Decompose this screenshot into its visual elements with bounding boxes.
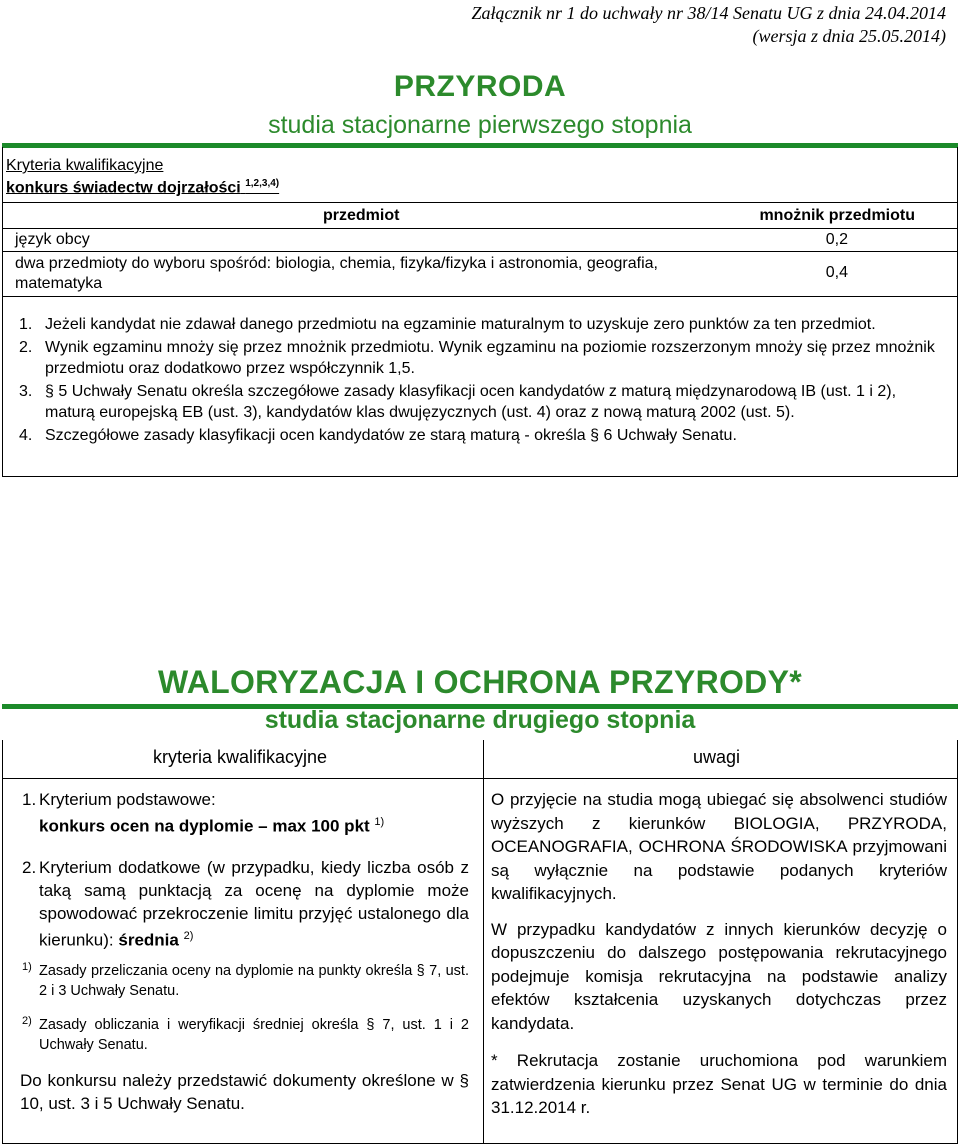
col-left-head: kryteria kwalifikacyjne bbox=[153, 747, 328, 767]
attachment-note bbox=[472, 2, 947, 48]
table-row bbox=[3, 251, 957, 297]
remark-paragraph-3: * Rekrutacja zostanie uruchomiona pod warunkiem zatwierdzenia kierunku przez Senat UG w terminie do dnia 31.12.2014 r. bbox=[491, 1051, 947, 1117]
table-row bbox=[3, 228, 957, 251]
note-item: 1. Jeżeli kandydat nie zdawał danego przedmiotu na egzaminie maturalnym to uzyskuje zero punktów za ten przedmiot. bbox=[19, 316, 876, 333]
row-multiplier: 0,4 bbox=[825, 264, 848, 281]
attachment-line1: Załącznik nr 1 do uchwały nr 38/14 Senatu UG z dnia 24.04.2014 bbox=[471, 3, 946, 23]
criteria-title: Kryteria kwalifikacyjne bbox=[6, 157, 164, 174]
closing-note: Do konkursu należy przedstawić dokumenty określone w § 10, ust. 3 i 5 Uchwały Senatu. bbox=[20, 1071, 469, 1114]
header-subject: przedmiot bbox=[323, 207, 400, 224]
section1-title: PRZYRODA bbox=[393, 70, 567, 103]
header-divider bbox=[3, 778, 957, 779]
remark-paragraph-1: O przyjęcie na studia mogą ubiegać się absolwenci studiów wyższych z kierunków BIOLOGIA, PRZYRODA, OCEANOGRAFIA, OCHRONA ŚRODOWISKA przyjmowani są wyłącznie na podstawie podanych kryteriów kwalifikacyjnych. bbox=[491, 790, 947, 903]
remark-paragraph-2: W przypadku kandydatów z innych kierunków decyzję o dopuszczeniu do dalszego postępowania rekrutacyjnego podejmuje komisja rekrutacyjna na podstawie analizy efektów kształcenia uzyskanych dotychczas przez kandydata. bbox=[491, 919, 947, 1033]
footnote-1: 1) Zasady przeliczania oceny na dyplomie na punkty określa § 7, ust. 2 i 3 Uchwały Senatu. bbox=[22, 961, 469, 1000]
criteria-column bbox=[20, 788, 469, 1115]
row-multiplier: 0,2 bbox=[825, 231, 848, 248]
footnote-2: 2) Zasady obliczania i weryfikacji średniej określa § 7, ust. 1 i 2 Uchwały Senatu. bbox=[22, 1015, 469, 1054]
note-item: 2. Wynik egzaminu mnoży się przez mnożnik przedmiotu. Wynik egzaminu na poziomie rozszerzonym mnoży się przez mnożnik przedmiotu oraz dodatkowo przez współczynnik 1,5. bbox=[19, 339, 935, 377]
section2-title: WALORYZACJA I OCHRONA PRZYRODY* bbox=[158, 664, 802, 700]
criterion-additional: 2. Kryterium dodatkowe (w przypadku, kiedy liczba osób z taką samą punktacją za ocenę na dyplomie może spowodować przekroczenie limitu przyjęć ustalonego dla kierunku): średnia $^{2)}$ bbox=[22, 857, 469, 950]
notes-list bbox=[19, 314, 949, 448]
row-subject: dwa przedmioty do wyboru spośród: biologia, chemia, fizyka/fizyka i astronomia, geografia, matematyka bbox=[15, 255, 658, 292]
criterion-basic: 1. Kryterium podstawowe: konkurs ocen na dyplomie – max 100 pkt $^{1)}$ bbox=[22, 790, 385, 836]
remarks-column bbox=[491, 788, 947, 1120]
section2-subtitle: studia stacjonarne drugiego stopnia bbox=[264, 706, 696, 734]
section1-box bbox=[2, 147, 958, 477]
criteria-subtitle: konkurs świadectw dojrzałości $^{1,2,3,4)}$ bbox=[6, 178, 280, 197]
multiplier-table bbox=[3, 202, 957, 297]
table-header bbox=[3, 202, 957, 228]
row-subject: język obcy bbox=[15, 231, 90, 248]
note-item: 3. § 5 Uchwały Senatu określa szczegółowe zasady klasyfikacji ocen kandydatów z maturą międzynarodową IB (ust. 1 i 2), maturą europejską EB (ust. 3), kandydatów klas dwujęzycznych (ust. 4) oraz z nową maturą 2002 (ust. 5). bbox=[19, 383, 897, 421]
criteria-sup: 1,2,3,4) bbox=[245, 178, 280, 189]
attachment-line2: (wersja z dnia 25.05.2014) bbox=[752, 26, 946, 46]
note-item: 4. Szczegółowe zasady klasyfikacji ocen kandydatów ze starą maturą - określa § 6 Uchwały Senatu. bbox=[19, 427, 737, 444]
section1-subtitle: studia stacjonarne pierwszego stopnia bbox=[268, 111, 692, 139]
col-right-head: uwagi bbox=[693, 747, 741, 767]
section2-box bbox=[2, 740, 958, 1144]
header-multiplier: mnożnik przedmiotu bbox=[759, 207, 915, 224]
column-divider bbox=[483, 740, 484, 1143]
